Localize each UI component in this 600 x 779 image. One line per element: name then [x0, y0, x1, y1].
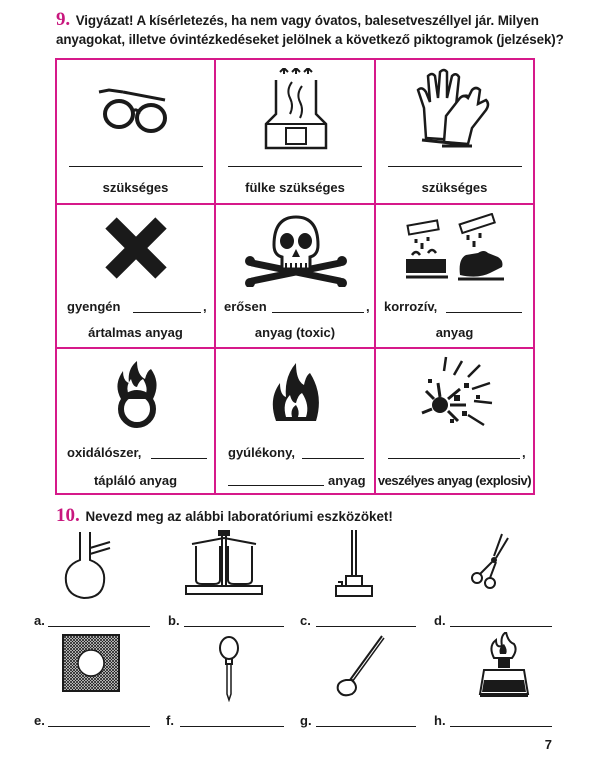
- equipment-answer-g[interactable]: [316, 726, 416, 727]
- equipment-letter-c: c.: [300, 613, 311, 628]
- question-9-number: 9.: [56, 9, 71, 30]
- harmful-x-icon: [105, 217, 167, 279]
- cell-label: szükséges: [421, 180, 488, 195]
- question-9-title: [56, 10, 566, 49]
- equipment-letter-e: e.: [34, 713, 45, 728]
- gloves-icon: [416, 68, 490, 148]
- pictogram-cell-gloves: [376, 60, 533, 203]
- cell-label-prefix: korrozív,: [384, 299, 438, 314]
- answer-line[interactable]: [388, 166, 522, 167]
- cell-label: anyag: [435, 325, 474, 340]
- page-number: 7: [544, 737, 552, 752]
- question-9-text: Vigyázat! A kísérletezés, ha nem vagy óvatos, balesetveszéllyel jár. Milyen anyagokat, illetve óvintézkedéseket jelölnek a következő piktogramok (jelzések)?: [56, 13, 564, 47]
- pictogram-cell-oxidizer: [57, 349, 214, 494]
- question-10-number: 10.: [56, 505, 80, 526]
- question-10-text: Nevezd meg az alábbi laboratóriumi eszközöket!: [85, 509, 393, 524]
- cell-label: veszélyes anyag (explosiv): [377, 473, 532, 488]
- answer-line[interactable]: [302, 458, 364, 459]
- equipment-answer-d[interactable]: [450, 626, 552, 627]
- pictogram-cell-harmful: [57, 205, 214, 347]
- answer-line[interactable]: [69, 166, 203, 167]
- equipment-letter-h: h.: [434, 713, 446, 728]
- cell-label-suffix: ,: [203, 299, 207, 314]
- corrosive-icon: [402, 213, 508, 283]
- equipment-answer-h[interactable]: [450, 726, 552, 727]
- pictogram-cell-fume-hood: [216, 60, 374, 203]
- equipment-letter-d: d.: [434, 613, 446, 628]
- pictogram-cell-explosive: [376, 349, 533, 494]
- cell-label-prefix: gyúlékony,: [228, 445, 295, 460]
- cell-label: anyag: [328, 473, 366, 488]
- answer-line[interactable]: [446, 312, 522, 313]
- cell-label-prefix: erősen: [224, 299, 267, 314]
- question-10-title: [56, 505, 393, 527]
- tripod-stand-icon: [184, 528, 264, 600]
- pictogram-cell-glasses: [57, 60, 214, 203]
- pictogram-cell-toxic: [216, 205, 374, 347]
- equipment-answer-b[interactable]: [184, 626, 284, 627]
- cell-label: szükséges: [102, 180, 169, 195]
- equipment-letter-g: g.: [300, 713, 312, 728]
- skull-crossbones-icon: [244, 211, 348, 287]
- alcohol-burner-icon: [478, 632, 530, 702]
- combustion-spoon-icon: [330, 634, 386, 698]
- answer-line[interactable]: [151, 458, 207, 459]
- equipment-answer-a[interactable]: [48, 626, 150, 627]
- flammable-flame-icon: [270, 359, 322, 427]
- equipment-letter-f: f.: [166, 713, 174, 728]
- glasses-icon: [95, 80, 175, 140]
- pictogram-cell-corrosive: [376, 205, 533, 347]
- pictogram-grid: [55, 58, 535, 495]
- answer-line[interactable]: [228, 166, 362, 167]
- explosive-icon: [414, 355, 496, 431]
- equipment-answer-c[interactable]: [316, 626, 416, 627]
- dropper-pipette-icon: [214, 634, 244, 702]
- cell-label-suffix: ,: [522, 445, 526, 460]
- cell-label: ártalmas anyag: [88, 325, 183, 340]
- cell-label-prefix: oxidálószer,: [67, 445, 142, 460]
- cell-label: anyag (toxic): [254, 325, 336, 340]
- answer-line[interactable]: [388, 458, 520, 459]
- wire-gauze-icon: [62, 634, 120, 692]
- crucible-tongs-icon: [468, 530, 518, 590]
- distillation-flask-icon: [58, 530, 114, 600]
- equipment-answer-e[interactable]: [48, 726, 150, 727]
- oxidizer-flame-icon: [107, 359, 167, 429]
- equipment-letter-b: b.: [168, 613, 180, 628]
- answer-line[interactable]: [272, 312, 364, 313]
- answer-line[interactable]: [228, 485, 324, 486]
- answer-line[interactable]: [133, 312, 201, 313]
- cell-label-suffix: ,: [366, 299, 370, 314]
- cell-label: fülke szükséges: [245, 180, 345, 195]
- pictogram-cell-flammable: [216, 349, 374, 494]
- cell-label-prefix: gyengén: [67, 299, 121, 314]
- fume-hood-icon: [264, 68, 328, 152]
- equipment-answer-f[interactable]: [180, 726, 284, 727]
- cell-label: tápláló anyag: [93, 473, 178, 488]
- equipment-letter-a: a.: [34, 613, 45, 628]
- bunsen-burner-icon: [332, 528, 376, 598]
